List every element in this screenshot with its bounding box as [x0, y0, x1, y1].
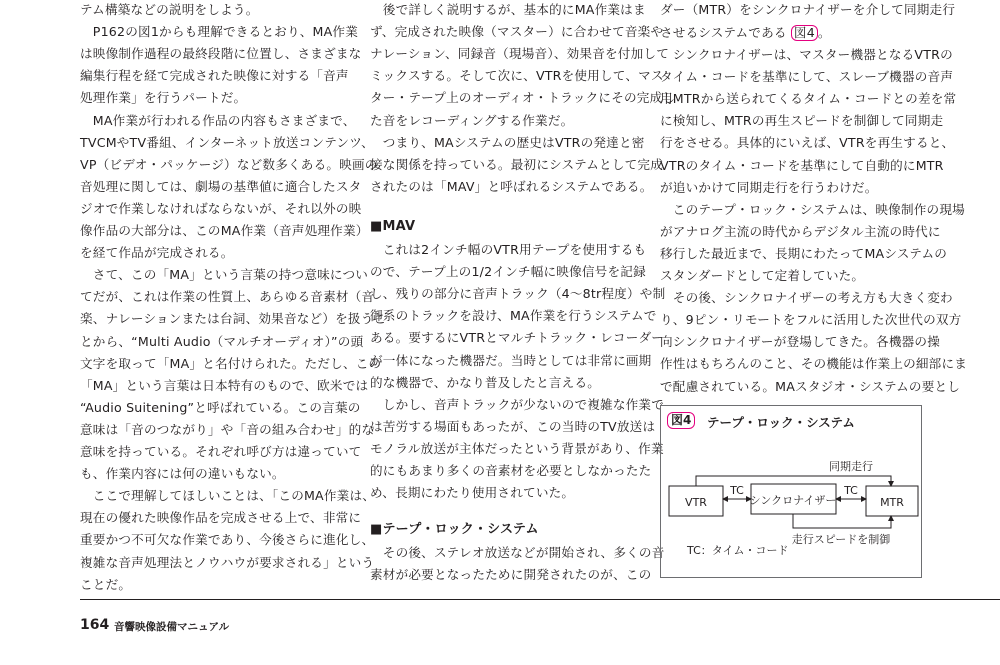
paragraph-line: 用MTRから送られてくるタイム・コードとの差を常	[660, 91, 957, 107]
paragraph-line: も、作業内容には何の違いもない。	[80, 466, 285, 482]
paragraph-line: ここで理解してほしいことは、「このMA作業は、	[80, 488, 376, 504]
paragraph-line: 素材が必要となったために開発されたのが、この	[370, 567, 652, 583]
section-heading: ■テープ・ロック・システム	[370, 522, 539, 537]
figure-4	[660, 405, 922, 578]
paragraph-line: 的にもあまり多くの音素材を必要としなかったた	[370, 463, 652, 478]
paragraph-line: 行をさせる。具体的にいえば、VTRを再生すると、	[660, 135, 955, 151]
paragraph-line: “Audio Suitening”と呼ばれている。この言葉の	[80, 399, 361, 415]
paragraph-line: ので、テープ上の1/2インチ幅に映像信号を記録	[370, 264, 646, 280]
paragraph-line: されたのは「MAV」と呼ばれるシステムである。	[370, 178, 653, 194]
paragraph-line: に検知し、MTRの再生スピードを制御して同期走	[660, 113, 944, 129]
paragraph-line: ダー（MTR）をシンクロナイザーを介して同期走行	[660, 2, 956, 17]
footer-rule	[80, 599, 1000, 600]
paragraph-line: これは2インチ幅のVTR用テープを使用するも	[370, 242, 647, 257]
tc-label-1: TC	[730, 484, 744, 497]
paragraph-line: ず、完成された映像（マスター）に合わせて音楽や	[370, 24, 664, 40]
figure-number: 図4	[667, 412, 695, 429]
paragraph-line: MA作業が行われる作品の内容もさまざまで、	[80, 112, 356, 128]
paragraph-line: 音処理に関しては、劇場の基準値に適合したスタ	[80, 178, 362, 194]
paragraph-line: 後で詳しく説明するが、基本的にMA作業はま	[370, 2, 646, 17]
paragraph-line: 楽、ナレーションまたは台詞、効果音など）を扱うこ	[80, 311, 387, 327]
paragraph-line: スタンダードとして定着していた。	[660, 268, 865, 283]
paragraph-line: 複雑な音声処理法とノウハウが要求される」という	[80, 554, 375, 570]
speed-control-label: 走行スピードを制御	[791, 533, 891, 546]
paragraph-line: ミックスする。そして次に、VTRを使用して、マス	[370, 68, 664, 84]
paragraph-line: 的な機器で、かなり普及したと言える。	[370, 374, 601, 390]
mtr-label: MTR	[880, 496, 904, 509]
paragraph-line: が一体になった機器だ。当時としては非常に画期	[370, 352, 652, 368]
text-span: させるシステムである	[660, 25, 787, 40]
paragraph-line: VP（ビデオ・パッケージ）など数多くある。映画の	[80, 156, 378, 172]
paragraph-line: ことだ。	[80, 576, 132, 592]
paragraph-line: 処理作業」を行うパートだ。	[80, 90, 247, 106]
paragraph-line: てだが、これは作業の性質上、あらゆる音素材（音	[80, 289, 375, 305]
paragraph-line: 意味は「音のつながり」や「音の組み合わせ」的な	[80, 421, 375, 437]
paragraph-line: 移行した最近まで、長期にわたってMAシステムの	[660, 245, 948, 261]
paragraph-line: 向シンクロナイザーが登場してきた。各機器の操	[660, 334, 941, 350]
paragraph-line: ナレーション、同録音（現場音）、効果音を付加して	[370, 46, 669, 62]
paragraph-line: は苦労する場面もあったが、この当時のTV放送は	[370, 418, 656, 434]
paragraph-line: ある。要するにVTRとマルチトラック・レコーダー	[370, 330, 665, 346]
paragraph-line: テム構築などの説明をしよう。	[80, 2, 259, 17]
paragraph-line: た音をレコーディングする作業だ。	[370, 112, 574, 128]
paragraph-line: 意味を持っている。それぞれ呼び方は違っていて	[80, 444, 362, 459]
paragraph-line: その後、ステレオ放送などが開始され、多くの音	[370, 545, 665, 560]
paragraph-line: 編集行程を経て完成された映像に対する「音声	[80, 68, 349, 84]
figure-reference: 図4	[791, 25, 818, 41]
paragraph-line: 現在の優れた映像作品を完成させる上で、非常に	[80, 510, 362, 526]
paragraph-line: が追いかけて同期走行を行うわけだ。	[660, 179, 878, 195]
page-number: 164	[80, 617, 110, 633]
paragraph-line: しかし、音声トラックが少ないので複雑な作業で	[370, 396, 665, 412]
book-title: 音響映像設備マニュアル	[114, 621, 230, 633]
synchronizer-label: シンクロナイザー	[749, 494, 837, 507]
paragraph-line: 重要かつ不可欠な作業であり、今後さらに進化し、	[80, 532, 375, 548]
paragraph-line: シンクロナイザーは、マスター機器となるVTRの	[660, 47, 953, 62]
tape-lock-diagram	[661, 406, 923, 579]
paragraph-line: このテープ・ロック・システムは、映像制作の現場	[660, 201, 965, 217]
tc-label-2: TC	[844, 484, 858, 497]
paragraph-line: し、残りの部分に音声トラック（4〜8tr程度）や制	[370, 286, 666, 302]
sync-run-label: 同期走行	[829, 460, 873, 473]
vtr-label: VTR	[685, 496, 707, 509]
paragraph-line: は映像制作過程の最終段階に位置し、さまざまな	[80, 46, 362, 62]
paragraph-line: つまり、MAシステムの歴史はVTRの発達と密	[370, 134, 645, 150]
section-heading: ■MAV	[370, 219, 416, 234]
paragraph-line: 「MA」という言葉は日本特有のもので、欧米では	[80, 377, 369, 393]
paragraph-line: り、9ピン・リモートをフルに活用した次世代の双方	[660, 312, 962, 328]
figure-title: テープ・ロック・システム	[707, 415, 855, 430]
paragraph-line	[660, 24, 831, 42]
paragraph-line: とから、“Multi Audio（マルチオーディオ）”の頭	[80, 333, 364, 349]
paragraph-line: 作性はもちろんのこと、その機能は作業上の細部にま	[660, 356, 968, 372]
paragraph-line: で配慮されている。MAスタジオ・システムの要とし	[660, 378, 961, 394]
paragraph-line: 御系のトラックを設け、MA作業を行うシステムで	[370, 308, 657, 324]
paragraph-line: P162の図1からも理解できるとおり、MA作業	[80, 24, 359, 40]
paragraph-line: さて、この「MA」という言葉の持つ意味につい	[80, 267, 369, 283]
paragraph-line: その後、シンクロナイザーの考え方も大きく変わ	[660, 290, 953, 306]
paragraph-line: ジオで作業しなければならないが、それ以外の映	[80, 200, 362, 216]
paragraph-line: 接な関係を持っている。最初にシステムとして完成	[370, 156, 663, 172]
paragraph-line: ター・テープ上のオーディオ・トラックにその完成し	[370, 90, 676, 106]
paragraph-line: 像作品の大部分は、このMA作業（音声処理作業）	[80, 223, 369, 238]
paragraph-line: 文字を取って「MA」と名付けられた。ただし、この	[80, 355, 382, 371]
text-span: 。	[817, 25, 831, 40]
legend-label: TC：タイム・コード	[687, 544, 789, 557]
paragraph-line: を経て作品が完成される。	[80, 245, 234, 261]
paragraph-line: め、長期にわたり使用されていた。	[370, 485, 575, 501]
paragraph-line: TVCMやTV番組、インターネット放送コンテンツ、	[80, 134, 374, 150]
paragraph-line: モノラル放送が主体だったという背景があり、作業	[370, 440, 664, 456]
paragraph-line: がアナログ主流の時代からデジタル主流の時代に	[660, 223, 941, 239]
paragraph-line: タイム・コードを基準にして、スレーブ機器の音声	[660, 69, 954, 85]
paragraph-line: VTRのタイム・コードを基準にして自動的にMTR	[660, 157, 944, 173]
